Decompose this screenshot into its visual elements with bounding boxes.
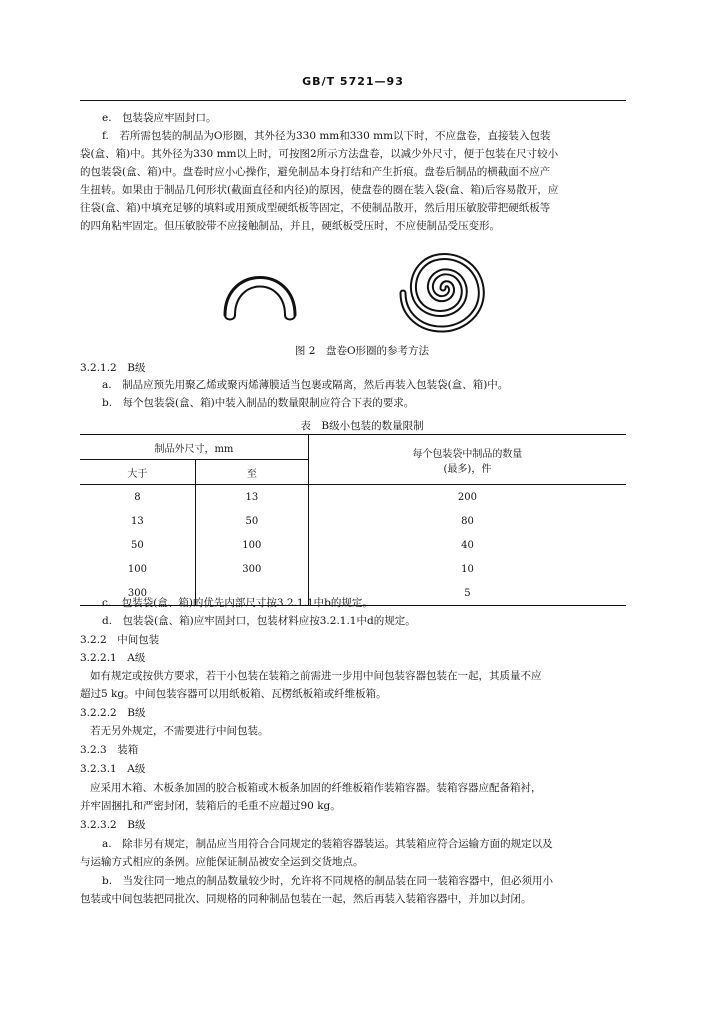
page-header-code: GB/T 5721—93	[302, 75, 404, 88]
section-323-title: 3.2.3 装箱	[80, 744, 139, 756]
para-e: e. 包装袋应牢固封口。	[102, 112, 217, 124]
cell-qty: 80	[308, 509, 626, 533]
para-f-line-4: 生扭转。如果由于制品几何形状(截面直径和内径)的原因，使盘卷的圈在装入袋(盒、箱)后容易散开，应	[80, 184, 559, 196]
section-3212-item-b: b. 每个包装袋(盒、箱)中装入制品的数量限制应符合下表的要求。	[102, 397, 415, 409]
cell-to: 13	[195, 485, 308, 510]
folded-o-ring-left-end	[225, 315, 235, 320]
cell-qty: 200	[308, 485, 626, 510]
coiled-o-ring-figure	[200, 245, 520, 340]
para-f-line-5: 往袋(盒、箱)中填充足够的填料或用预成型硬纸板等固定，不使制品散开，然后用压敏胶带把硬纸板等	[80, 202, 551, 214]
cell-from: 50	[131, 539, 144, 551]
header-quantity-line-2: (最多)，件	[443, 463, 492, 475]
para-f-line-6: 的四角粘牢固定。但压敏胶带不应接触制品，并且，硬纸板受压时，不应使制品受压变形。	[80, 220, 500, 232]
table-row	[80, 557, 626, 581]
header-from: 大于	[127, 468, 148, 480]
section-322-title: 3.2.2 中间包装	[80, 634, 160, 646]
section-3212-title: 3.2.1.2 B级	[80, 362, 146, 374]
section-3232-item-b-line-1: b. 当发往同一地点的制品数量较少时，允许将不同规格的制品装在同一装箱容器中，但必须用小	[102, 875, 554, 887]
table-caption: 表 B级小包装的数量限制	[300, 420, 424, 432]
section-3231-line-2: 并牢固捆扎和严密封闭，装箱后的毛重不应超过90 kg。	[80, 800, 341, 812]
section-3231-title: 3.2.3.1 A级	[80, 763, 146, 775]
table-row	[80, 509, 626, 533]
header-quantity-line-1: 每个包装袋中制品的数量	[412, 448, 523, 460]
section-3221-line-1: 如有规定或按供方要求，若干小包装在装箱之前需进一步用中间包装容器包装在一起，其质量不应	[90, 670, 542, 682]
section-3221-line-2: 超过5 kg。中间包装容器可以用纸板箱、瓦楞纸板箱或纤维板箱。	[80, 688, 387, 700]
table-row	[80, 533, 626, 557]
section-3232-item-a-line-1: a. 除非另有规定，制品应当用符合合同规定的装箱容器装运。其装箱应符合运输方面的规定以及	[102, 838, 553, 850]
section-3231-line-1: 应采用木箱、木板条加固的胶合板箱或木板条加固的纤维板箱作装箱容器。装箱容器应配备箱衬，	[90, 782, 542, 794]
spiral-o-ring-core	[403, 257, 481, 330]
cell-qty: 5	[308, 581, 626, 606]
cell-from: 13	[131, 515, 144, 527]
after-table-item-d: d. 包装袋(盒、箱)应牢固封口，包装材料应按3.2.1.1中d的规定。	[102, 615, 416, 627]
section-3221-title: 3.2.2.1 A级	[80, 652, 146, 664]
cell-qty: 10	[308, 557, 626, 581]
cell-from: 100	[127, 563, 147, 575]
header-size: 制品外尺寸，mm	[80, 435, 308, 460]
section-3222-title: 3.2.2.2 B级	[80, 707, 146, 719]
section-3212-item-a: a. 制品应预先用聚乙烯或聚丙烯薄膜适当包裹或隔离，然后再装入包装袋(盒、箱)中。	[102, 379, 509, 391]
cell-to: 300	[195, 557, 308, 581]
folded-o-ring-inner	[235, 287, 285, 316]
cell-from: 8	[134, 491, 141, 503]
para-f-line-2: 袋(盒、箱)中。其外径为330 mm以上时，可按图2所示方法盘卷，以减少外尺寸，便于包装在尺寸较小	[80, 148, 559, 160]
header-quantity	[308, 435, 626, 485]
table-row	[80, 485, 626, 510]
section-3232-item-a-line-2: 与运输方式相应的条例。应能保证制品被安全运到交货地点。	[80, 856, 364, 868]
section-3232-item-b-line-2: 包装或中间包装把同批次、同规格的同种制品包装在一起，然后再装入装箱容器中，并加以封闭。	[80, 893, 532, 905]
quantity-limit-table	[80, 434, 626, 606]
header-to: 至	[195, 460, 308, 485]
folded-o-ring-right-end	[285, 315, 295, 320]
cell-from: 300	[127, 587, 147, 599]
para-f-line-1: f. 若所需包装的制品为O形圈，其外径为330 mm和330 mm以下时，不应盘卷，直接装入包装	[102, 130, 551, 142]
cell-qty: 40	[308, 533, 626, 557]
section-3232-title: 3.2.3.2 B级	[80, 819, 146, 831]
cell-to: 100	[195, 533, 308, 557]
para-f-line-3: 的包装袋(盒、箱)中。盘卷时应小心操作，避免制品本身打结和产生折痕。盘卷后制品的横截面不应产	[80, 166, 551, 178]
section-3222-text: 若无另外规定，不需要进行中间包装。	[90, 725, 269, 737]
cell-to: 50	[195, 509, 308, 533]
after-table-item-c: c. 包装袋(盒、箱)的优先内部尺寸按3.2.1.1中b的规定。	[102, 597, 373, 609]
header-rule	[80, 100, 626, 101]
figure-caption: 图 2 盘卷O形圈的参考方法	[294, 345, 430, 357]
